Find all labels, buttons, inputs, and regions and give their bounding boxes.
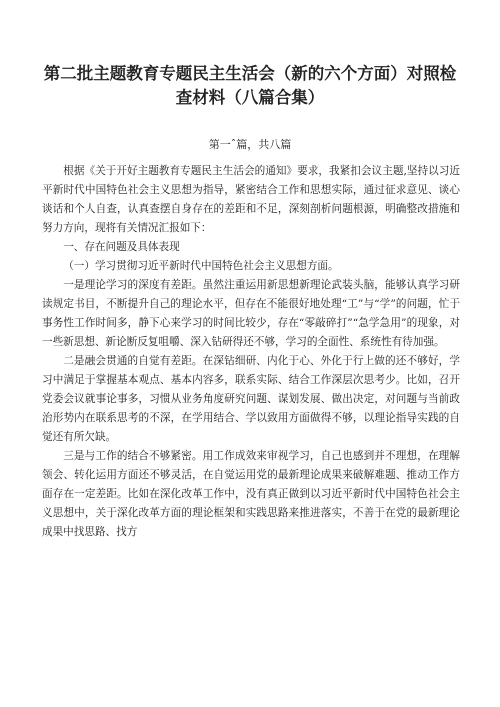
document-body bbox=[42, 162, 460, 542]
subsection-heading: （一）学习贯彻习近平新时代中国特色社会主义思想方面。 bbox=[63, 260, 339, 272]
document-subtitle: 第一ˆ篇，共八篇 bbox=[208, 138, 292, 151]
body-paragraph: 一是理论学习的深度有差距。虽然注重运用新思想新理论武装头脑，能够认真学习研读规定书目，不断提升自己的理论水平，但存在不能很好地处理“工”与“学”的问题，忙于事务性工作时间多，静下心来学习的时间比较少，存在“零敲碎打”“急学急用”的现象，对一些新思想、新论断反复咀嚼、深入钻研得还不够，学习的全面性、系统性有待加强。 bbox=[42, 279, 460, 348]
section-heading: 一、存在问题及具体表现 bbox=[63, 241, 180, 253]
document-title: 第二批主题教育专题民主生活会（新的六个方面）对照检查材料（八篇合集） bbox=[43, 64, 457, 107]
intro-paragraph: 根据《关于开好主题教育专题民主生活会的通知》要求，我紧扣会议主题,坚持以习近平新时代中国特色社会主义思想为指导，紧密结合工作和思想实际，通过征求意见、谈心谈话和个人自查，认真查摆自身存在的差距和不足，深刻剖析问题根源，明确整改措施和努力方向，现将有关情况汇报如下： bbox=[42, 165, 460, 234]
body-paragraph: 三是与工作的结合不够紧密。用工作成效来审视学习，自己也感到并不理想，在理解领会、转化运用方面还不够灵活，在自觉运用党的最新理论成果来破解难题、推动工作方面存在一定差距。比如在深化改革工作中，没有真正做到以习近平新时代中国特色社会主义思想中，关于深化改革方面的理论框架和实践思路来推进落实，不善于在党的最新理论成果中找思路、找方 bbox=[42, 450, 460, 538]
body-paragraph: 二是融会贯通的自觉有差距。在深钻细研、内化于心、外化于行上做的还不够好，学习中满足于掌握基本观点、基本内容多，联系实际、结合工作深层次思考少。比如，召开党委会议就事论事多，习惯从业务角度研究问题、谋划发展、做出决定，对问题与当前政治形势内在联系思考的不深，在学用结合、学以致用方面做得不够，以理论指导实践的自觉还有所欠缺。 bbox=[42, 355, 460, 443]
